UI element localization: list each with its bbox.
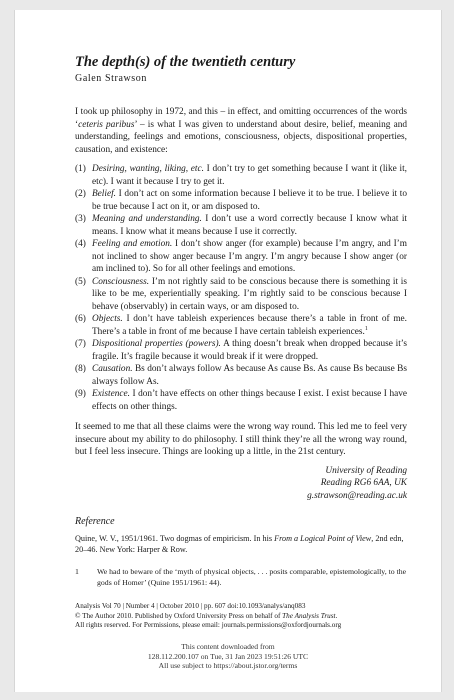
claims-list xyxy=(75,163,407,413)
jstor-line-1: This content downloaded from xyxy=(181,642,275,651)
author-email-link[interactable]: g.strawson@reading.ac.uk xyxy=(307,490,407,501)
item-number: (4) xyxy=(75,239,86,249)
list-item xyxy=(75,276,407,314)
jstor-line-2: 128.112.200.107 on Tue, 31 Jan 2023 19:51:26 UTC xyxy=(147,651,309,661)
copyright-text-end: . xyxy=(335,611,338,620)
item-number: (3) xyxy=(75,214,86,224)
item-text: I’m not rightly said to be conscious because there is something it is like to be me, experientially speaking. I’m rightly said to be conscious because I behave (observably) in certain ways, or am disposed to. xyxy=(92,276,407,312)
item-number: (6) xyxy=(75,314,86,324)
list-item xyxy=(75,313,407,338)
affiliation-institution: University of Reading xyxy=(325,465,407,476)
item-text: I don’t use a word correctly because I know what it means. I know what it means because I use it correctly. xyxy=(92,214,407,237)
item-text: I don’t try to get something because I want it (like it, etc). I want it because I try to get it. xyxy=(92,164,407,187)
item-term: Objects. xyxy=(92,314,123,324)
list-item xyxy=(75,363,407,388)
author-affiliation xyxy=(75,465,407,503)
publication-rights: All rights reserved. For Permissions, please email: journals.permissions@oxfordjournals.org xyxy=(75,621,342,630)
intro-paragraph xyxy=(75,106,407,156)
intro-italic-phrase: ceteris paribus xyxy=(78,119,135,130)
references-heading: Reference xyxy=(75,516,115,527)
article-title: The depth(s) of the twentieth century xyxy=(75,54,296,70)
item-term: Desiring, wanting, liking, etc. xyxy=(92,164,204,174)
reference-book-title: From a Logical Point of View xyxy=(274,534,372,543)
reference-text-end: , 2nd edn, 20–46. New York: Harper & Row. xyxy=(75,534,404,554)
item-text: I don’t act on some information because I believe it to be true. I believe it to be true because I act on it, or am disposed to. xyxy=(92,189,407,212)
list-item xyxy=(75,188,407,213)
affiliation-address: Reading RG6 6AA, UK xyxy=(320,478,407,488)
reference-entry xyxy=(75,533,407,555)
item-text: Bs don’t always follow As because As cause Bs. As cause Bs because Bs always follow As. xyxy=(92,364,407,387)
publication-citation: Analysis Vol 70 | Number 4 | October 2010 | pp. 607 doi:10.1093/analys/anq083 xyxy=(75,602,306,610)
item-term: Causation. xyxy=(92,364,133,374)
article-author: Galen Strawson xyxy=(75,73,147,84)
footnote xyxy=(75,567,407,588)
intro-text-start: I took up philosophy in 1972, and this – in effect, and omitting occurrences of the words ‘ xyxy=(75,107,407,130)
item-term: Dispositional properties (powers). xyxy=(92,339,221,349)
list-item xyxy=(75,238,407,276)
jstor-download-notice xyxy=(15,642,441,671)
list-item xyxy=(75,163,407,188)
item-number: (5) xyxy=(75,276,86,287)
item-text: A thing doesn’t break when dropped because it’s fragile. It’s fragile because it would break if it were dropped. xyxy=(92,339,407,362)
footnote-text: We had to beware of the ‘myth of physical objects, . . . posits comparable, epistemologically, to the gods of Homer’ (Quine 1951/1961: 44). xyxy=(97,567,407,587)
intro-text-end: ’ – is what I was given to understand about desire, belief, meaning and understanding, feelings and emotions, consciousness, objects, dispositional properties, causation, and existence: xyxy=(75,119,407,155)
publication-copyright xyxy=(75,612,407,622)
item-text: I don’t have tableish experiences because there’s a table in front of me. There’s a table in front of me because I have certain tableish experiences. xyxy=(92,314,407,337)
publication-info xyxy=(75,602,407,631)
item-number: (8) xyxy=(75,364,86,374)
item-term: Belief. xyxy=(92,189,117,199)
copyright-text-start: © The Author 2010. Published by Oxford University Press on behalf of xyxy=(75,611,283,620)
item-term: Meaning and understanding. xyxy=(92,214,202,224)
item-number: (1) xyxy=(75,164,86,174)
jstor-terms-link[interactable]: All use subject to https://about.jstor.org/terms xyxy=(158,661,298,671)
copyright-trust-name: The Analysis Trust xyxy=(282,611,336,620)
list-item xyxy=(75,213,407,238)
item-number: (9) xyxy=(75,389,86,399)
list-item xyxy=(75,338,407,363)
item-term: Existence. xyxy=(92,389,130,399)
reference-text-start: Quine, W. V., 1951/1961. Two dogmas of empiricism. In his xyxy=(75,534,275,543)
item-term: Feeling and emotion. xyxy=(92,239,173,249)
article-body xyxy=(75,54,407,631)
item-text: I don’t show anger (for example) because I’m angry, and I’m not inclined to show anger because I’m angry. I’m angry because I show anger (or am inclined to). So for all other feelings and emotions. xyxy=(92,239,408,274)
item-number: (7) xyxy=(75,339,86,349)
item-number: (2) xyxy=(75,189,86,199)
document-page xyxy=(14,10,442,692)
footnote-number: 1 xyxy=(75,567,79,576)
list-item xyxy=(75,388,407,413)
item-text: I don’t have effects on other things because I exist. I exist because I have effects on other things. xyxy=(92,389,407,412)
item-term: Consciousness. xyxy=(92,276,150,287)
footnote-marker[interactable]: 1 xyxy=(364,325,368,332)
closing-paragraph: It seemed to me that all these claims were the wrong way round. This led me to feel very insecure about my ability to do philosophy. I still think they’re all the wrong way round, but I feel less insecure. Things are looking up a little, in the 21st century. xyxy=(75,422,407,457)
